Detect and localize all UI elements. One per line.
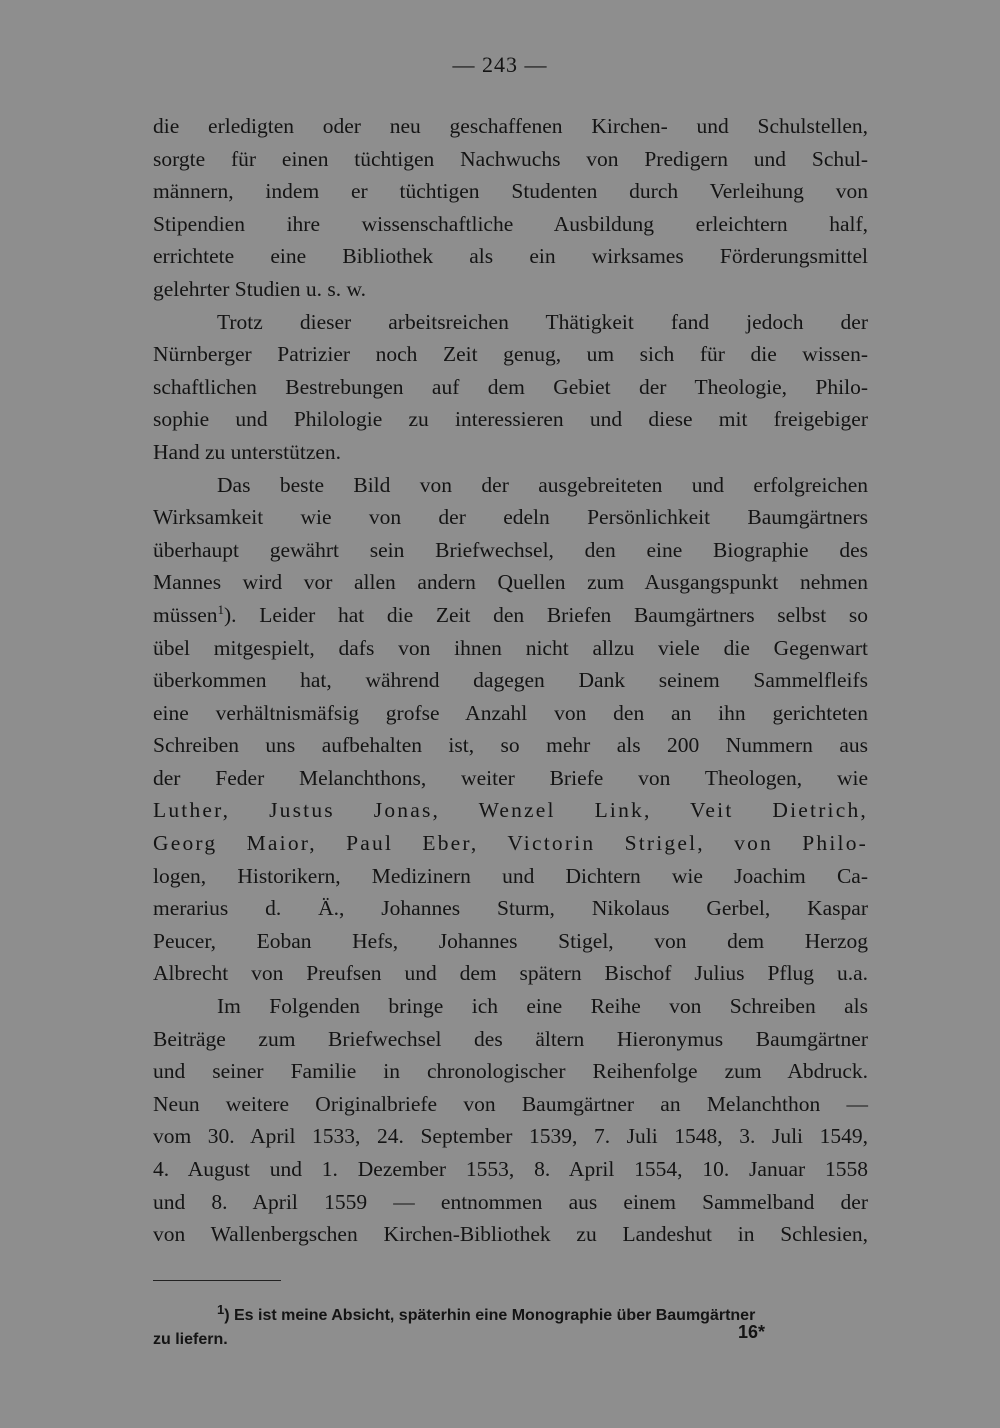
text-line: Stipendien ihre wissenschaftliche Ausbildung erleichtern half, [153, 211, 868, 236]
text-line: gelehrter Studien u. s. w. [153, 276, 366, 301]
text-line: Neun weitere Originalbriefe von Baumgärtner an Melanchthon — [153, 1091, 868, 1116]
text-line: der Feder Melanchthons, weiter Briefe von Theologen, wie [153, 765, 868, 790]
text-line: Albrecht von Preufsen und dem spätern Bischof Julius Pflug u.a. [153, 961, 868, 986]
body-text [153, 110, 868, 1251]
text-line: merarius d. Ä., Johannes Sturm, Nikolaus Gerbel, Kaspar [153, 896, 868, 921]
text-line: sorgte für einen tüchtigen Nachwuchs von Predigern und Schul- [153, 146, 868, 171]
signature-mark: 16* [738, 1322, 766, 1342]
text-line: Das beste Bild von der ausgebreiteten und erfolgreichen [217, 472, 868, 497]
text-line: Beiträge zum Briefwechsel des ältern Hieronymus Baumgärtner [153, 1026, 868, 1051]
footnote-mark: 1 [217, 1301, 225, 1317]
text-line: männern, indem er tüchtigen Studenten durch Verleihung von [153, 179, 868, 204]
paragraph-4 [153, 990, 868, 1251]
text-line: die erledigten oder neu geschaffenen Kirchen- und Schulstellen, [153, 114, 868, 138]
text-line: Georg Maior, Paul Eber, Victorin Strigel, von Philo- [153, 831, 868, 856]
text-line: sophie und Philologie zu interessieren und diese mit freigebiger [153, 407, 868, 432]
text-line: vom 30. April 1533, 24. September 1539, 7. Juli 1548, 3. Juli 1549, [153, 1124, 868, 1149]
text-line: überkommen hat, während dagegen Dank seinem Sammelfleifs [153, 668, 868, 693]
text-line: übel mitgespielt, dafs von ihnen nicht allzu viele die Gegenwart [153, 635, 868, 660]
text-line: und 8. April 1559 — entnommen aus einem Sammelband der [153, 1189, 868, 1214]
text-line: logen, Historikern, Medizinern und Dichtern wie Joachim Ca- [153, 863, 868, 888]
footnote-reference[interactable]: 1 [217, 601, 224, 617]
text-line: schaftlichen Bestrebungen auf dem Gebiet der Theologie, Philo- [153, 374, 868, 399]
text-line: Hand zu unterstützen. [153, 439, 342, 464]
footnote-text: ) Es ist meine Absicht, späterhin eine Monographie über Baumgärtner [224, 1307, 756, 1324]
footnote-divider [153, 1280, 281, 1281]
text-line: Mannes wird vor allen andern Quellen zum Ausgangspunkt nehmen [153, 570, 868, 595]
text-line: Nürnberger Patrizier noch Zeit genug, um sich für die wissen- [153, 342, 868, 367]
text-line: Trotz dieser arbeitsreichen Thätigkeit fand jedoch der [217, 309, 868, 334]
page-number: — 243 — [452, 52, 548, 77]
paragraph-3 [153, 469, 868, 991]
text-line: Im Folgenden bringe ich eine Reihe von Schreiben als [217, 994, 868, 1019]
text-line: errichtete eine Bibliothek als ein wirksames Förderungsmittel [153, 244, 868, 269]
text-line: überhaupt gewährt sein Briefwechsel, den eine Biographie des [153, 537, 868, 562]
paragraph-1 [153, 110, 868, 306]
text-line: Peucer, Eoban Hefs, Johannes Stigel, von dem Herzog [153, 928, 868, 953]
text-line: eine verhältnismäfsig grofse Anzahl von den an ihn gerichteten [153, 700, 868, 725]
paragraph-2 [153, 306, 868, 469]
text-line: Luther, Justus Jonas, Wenzel Link, Veit Dietrich, [153, 798, 868, 823]
footnote-line: zu liefern. [153, 1331, 228, 1348]
text-line: 4. August und 1. Dezember 1553, 8. April 1554, 10. Januar 1558 [153, 1157, 868, 1181]
text-line: Wirksamkeit wie von der edeln Persönlichkeit Baumgärtners [153, 505, 868, 530]
text-line: Schreiben uns aufbehalten ist, so mehr als 200 Nummern aus [153, 733, 868, 758]
text-line: von Wallenbergschen Kirchen-Bibliothek zu Landeshut in Schlesien, [153, 1222, 868, 1247]
text-fragment: müssen [153, 602, 218, 627]
text-line-footnote-ref [153, 599, 868, 632]
text-line: und seiner Familie in chronologischer Reihenfolge zum Abdruck. [153, 1059, 868, 1084]
text-fragment: ). Leider hat die Zeit den Briefen Baumgärtners selbst so [224, 602, 868, 627]
